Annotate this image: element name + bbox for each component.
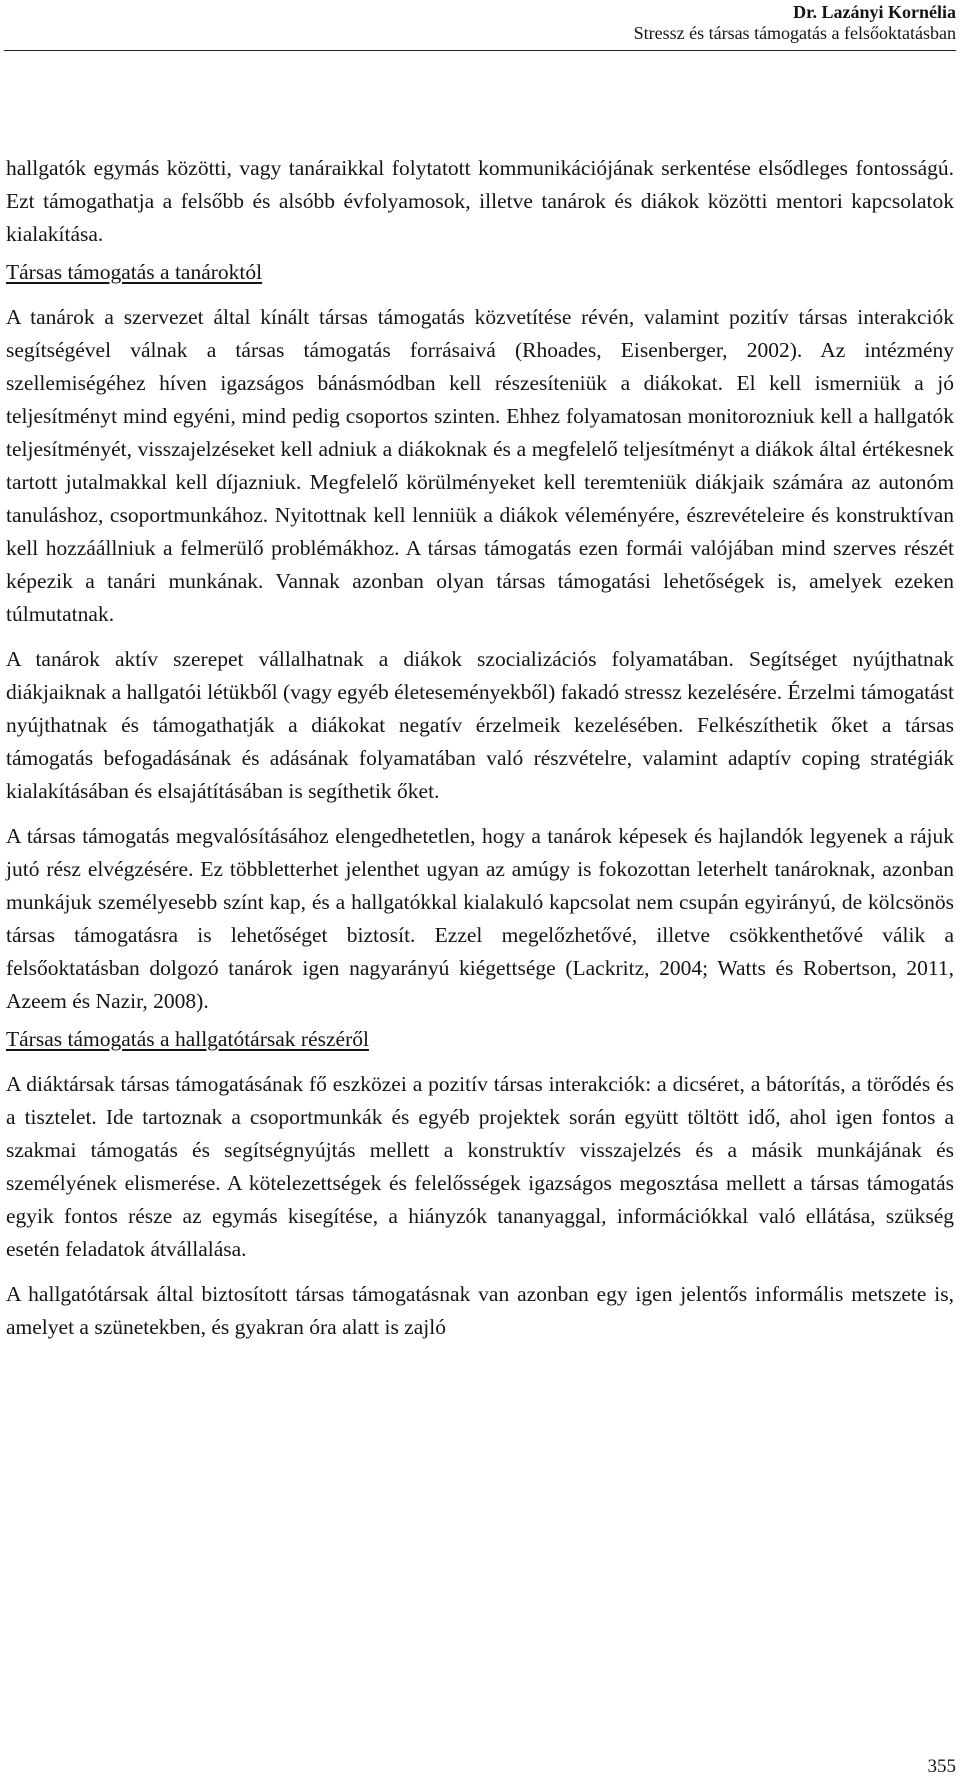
header-title: Stressz és társas támogatás a felsőoktatásban — [633, 23, 956, 43]
header-divider — [4, 50, 956, 51]
header-author: Dr. Lazányi Kornélia — [793, 2, 956, 22]
paragraph: A hallgatótársak által biztosított társas támogatásnak van azonban egy igen jelentős informális metszete is, amelyet a szünetekben, és gyakran óra alatt is zajló — [6, 1282, 954, 1339]
page-number: 355 — [927, 1756, 956, 1777]
body-text — [6, 152, 954, 1356]
paragraph: A társas támogatás megvalósításához elengedhetetlen, hogy a tanárok képesek és hajlandók legyenek a rájuk jutó rész elvégzésére. Ez többletterhet jelenthet ugyan az amúgy is fokozottan leterhelt tanároknak, azonban munkájuk személyesebb színt kap, és a hallgatókkal kialakuló kapcsolat nem csupán egyirányú, de kölcsönös társas támogatásra is lehetőséget biztosít. Ezzel megelőzhetővé, illetve csökkenthetővé válik a felsőoktatásban dolgozó tanárok igen nagyarányú kiégettsége (Lackritz, 2004; Watts és Robertson, 2011, Azeem és Nazir, 2008). — [6, 824, 954, 1013]
paragraph-continued: hallgatók egymás közötti, vagy tanáraikkal folytatott kommunikációjának serkentése elsődleges fontosságú. Ezt támogathatja a felsőbb és alsóbb évfolyamosok, illetve tanárok és diákok közötti mentori kapcsolatok kialakítása. — [6, 156, 954, 246]
section-heading-peers: Társas támogatás a hallgatótársak részéről — [6, 1027, 369, 1051]
running-header — [634, 2, 956, 44]
section-heading-teachers: Társas támogatás a tanároktól — [6, 260, 263, 284]
paragraph: A diáktársak társas támogatásának fő eszközei a pozitív társas interakciók: a dicséret, a bátorítás, a törődés és a tisztelet. Ide tartoznak a csoportmunkák és egyéb projektek során együtt töltött idő, ahol igen fontos a szakmai támogatás és segítségnyújtás mellett a konstruktív visszajelzés és a másik munkájának és személyének elismerése. A kötelezettségek és felelősségek igazságos megosztása mellett a társas támogatás egyik fontos része az egymás kisegítése, a hiányzók tananyaggal, információkkal való ellátása, szükség esetén feladatok átvállalása. — [6, 1072, 954, 1261]
paragraph: A tanárok aktív szerepet vállalhatnak a diákok szocializációs folyamatában. Segítséget nyújthatnak diákjaiknak a hallgatói létükből (vagy egyéb életeseményekből) fakadó stressz kezelésére. Érzelmi támogatást nyújthatnak és támogathatják a diákokat negatív érzelmeik kezelésében. Felkészíthetik őket a társas támogatás befogadásának és adásának folyamatában való részvételre, valamint adaptív coping stratégiák kialakításában és elsajátításában is segíthetik őket. — [6, 647, 955, 803]
paragraph: A tanárok a szervezet által kínált társas támogatás közvetítése révén, valamint pozitív társas interakciók segítségével válnak a társas támogatás forrásaivá (Rhoades, Eisenberger, 2002). Az intézmény szellemiségéhez híven igazságos bánásmódban kell részesíteniük a diákokat. El kell ismerniük a jó teljesítményt mind egyéni, mind pedig csoportos szinten. Ehhez folyamatosan monitorozniuk kell a hallgatók teljesítményét, visszajelzéseket kell adniuk a diákoknak és a megfelelő teljesítményt a diákok által értékesnek tartott jutalmakkal kell díjazniuk. Megfelelő körülményeket kell teremteniük diákjaik számára az autonóm tanuláshoz, csoportmunkához. Nyitottnak kell lenniük a diákok véleményére, észrevételeire és konstruktívan kell hozzáállniuk a felmerülő problémákhoz. A társas támogatás ezen formái valójában mind szerves részét képezik a tanári munkának. Vannak azonban olyan társas támogatási lehetőségek is, amelyek ezeken túlmutatnak. — [6, 305, 954, 626]
